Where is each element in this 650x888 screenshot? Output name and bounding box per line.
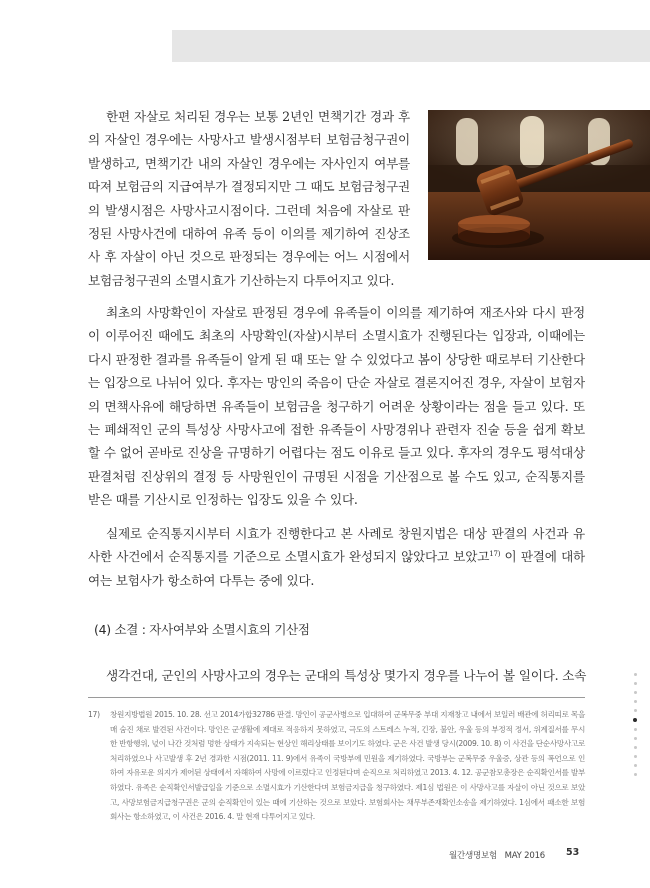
footnote-number: 17) xyxy=(88,710,100,719)
body-paragraph-3-text-b: 이 판결에 대하여는 보험사가 항소하여 다투는 중에 있다. xyxy=(88,549,585,588)
footnote-divider xyxy=(88,697,585,698)
page-dot xyxy=(634,773,637,776)
page-number: 53 xyxy=(566,847,580,858)
footnote xyxy=(88,708,585,825)
body-paragraph-4: 생각건대, 군인의 사망사고의 경우는 군대의 특성상 몇가지 경우를 나누어 볼 일이다. 소속 xyxy=(106,668,587,683)
page-dot xyxy=(634,764,637,767)
page-indicator xyxy=(633,673,639,782)
page-dot xyxy=(634,709,637,712)
page-dot xyxy=(634,673,637,676)
footnote-text: 창원지방법원 2015. 10. 28. 선고 2014가합32786 판결. 망인이 공군사병으로 입대하여 군복무중 부대 지재창고 내에서 보일러 배관에 허리띠로 목을 매 숨진 채로 발견된 사건이다. 망인은 군생활에 제대로 적응하지 못하였고, 극도의 스트레스 누적, 긴장, 불안, 우울 등의 부정적 정서, 위계질서를 무시한 반항행위, 넋이 나간 것처럼 멍한 상태가 지속되는 현상인 해리상태를 보이기도 하였다. 군은 사건 발생 당시(2009. 10. 8) 이 사건을 단순사망사고로 처리하였으나 사고발생 후 2년 경과한 시점(2011. 11. 9)에서 유족이 국방부에 민원을 제기하였다. 국방부는 군복무중 우울증, 상관 등의 폭언으로 인하여 자유로운 의지가 제어된 상태에서 자해하여 사망에 이르렀다고 인정된다며 순직으로 처리하였고 2013. 4. 12. 공군참모총장은 순직확인서를 발부하였다. 유족은 순직확인서발급일을 기준으로 소멸시효가 기산한다며 보험금지급을 청구하였다. 제1심 법원은 이 사망사고를 자살이 아닌 것으로 보았고, 사망보험금지급청구권은 군의 순직확인이 있는 때에 기산하는 것으로 보았다. 보험회사는 채무부존재확인소송을 제기하였다. 1심에서 패소한 보험회사는 항소하였고, 이 사건은 2016. 4. 말 현재 다투어지고 있다. xyxy=(110,710,585,822)
footnote-ref[interactable]: 17) xyxy=(489,550,501,559)
page-footer xyxy=(449,849,555,861)
body-paragraph-2: 최초의 사망확인이 자살로 판정된 경우에 유족들이 이의를 제기하여 재조사와 다시 판정이 이루어진 때에도 최초의 사망확인(자살)시부터 소멸시효가 진행된다는 입장과, 이때에는 다시 판정한 결과를 유족들이 알게 된 때 또는 알 수 있었다고 봄이 상당한 때로부터 기산한다는 입장으로 나뉘어 있다. 후자는 망인의 죽음이 단순 자살로 결론지어진 경우, 자살이 보험자의 면책사유에 해당하면 유족들이 보험금을 청구하기 어려운 상황이라는 점을 들고 있다. 또는 폐쇄적인 군의 특성상 사망사고에 접한 유족들이 사망경위나 관련자 진술 등을 쉽게 확보할 수 없어 곧바로 진상을 규명하기 어렵다는 점도 이유로 들고 있다. 후자의 경우도 평석대상 판결처럼 진상위의 결정 등 사망원인이 규명된 시점을 기산점으로 볼 수도 있고, 순직통지를 받은 때를 기산시로 인정하는 입장도 있을 수 있다. xyxy=(88,305,585,508)
page-dot-active xyxy=(633,718,637,722)
page-dot xyxy=(634,691,637,694)
page-dot xyxy=(634,700,637,703)
body-paragraph-3 xyxy=(88,522,585,592)
body-paragraph-3-text-a: 실제로 순직통지시부터 시효가 진행한다고 본 사례로 창원지법은 대상 판결의 사건과 유사한 사건에서 순직통지를 기준으로 소멸시효가 완성되지 않았다고 보았고 xyxy=(88,526,585,565)
header-bar xyxy=(172,30,650,62)
gavel-photo xyxy=(428,110,650,260)
section-heading: (4) 소결 : 자사여부와 소멸시효의 기산점 xyxy=(94,622,310,637)
body-paragraph-1: 한편 자살로 처리된 경우는 보통 2년인 면책기간 경과 후의 자살인 경우에는 사망사고 발생시점부터 보험금청구권이 발생하고, 면책기간 내의 자살인 경우에는 자사인지 여부를 따져 보험금의 지급여부가 결정되지만 그 때도 보험금청구권의 발생시점은 사망사고시점이다. 그런데 처음에 자살로 판정된 사망사건에 대하여 유족 등이 이의를 제기하여 진상조사 후 자살이 아닌 것으로 판정되는 경우에는 어느 시점에서 보험금청구권의 소멸시효가 기산하는지 다투어지고 있다. xyxy=(88,109,410,288)
publication-name: 월간생명보험 xyxy=(448,851,498,861)
page-dot xyxy=(634,746,637,749)
page-dot xyxy=(634,682,637,685)
page-dot xyxy=(634,737,637,740)
issue-date: MAY 2016 xyxy=(504,851,545,861)
page-dot xyxy=(634,728,637,731)
page-dot xyxy=(634,755,637,758)
